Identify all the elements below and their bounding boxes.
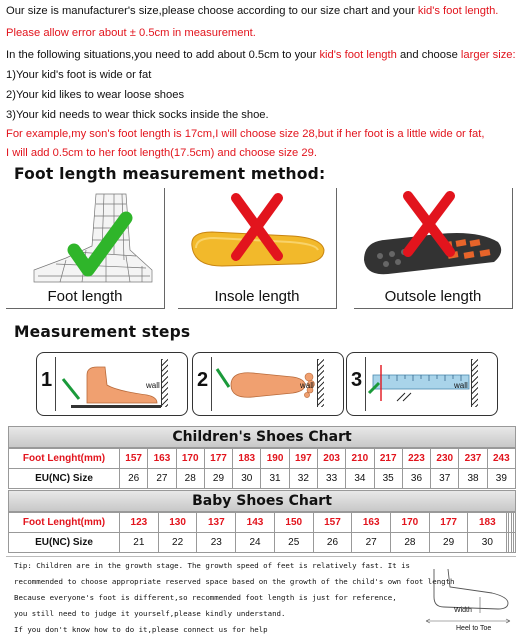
intro-highlight: kid's foot length — [319, 49, 397, 61]
foot-length-header: Foot Lenght(mm) — [9, 449, 120, 469]
size-cell: 35 — [374, 469, 402, 489]
size-cell: 30 — [233, 469, 261, 489]
size-cell: 183 — [233, 449, 261, 469]
insole-length-label: Insole length — [214, 288, 300, 305]
tip-line-3: Because everyone's foot is different,so recommended foot length is just for reference, — [14, 593, 397, 602]
size-cell: 37 — [431, 469, 459, 489]
tips-section — [6, 556, 516, 637]
wall-hatch — [317, 359, 324, 407]
size-cell: 150 — [274, 513, 313, 533]
size-cell: 183 — [468, 513, 507, 533]
size-cell: 163 — [148, 449, 176, 469]
size-cell: 157 — [313, 513, 352, 533]
size-cell: 28 — [391, 533, 430, 553]
measurement-step-1 — [36, 352, 188, 416]
size-cell: 26 — [120, 469, 148, 489]
size-cell: 223 — [402, 449, 430, 469]
size-cell: 27 — [352, 533, 391, 553]
size-cell: 22 — [158, 533, 197, 553]
foot-wireframe-icon — [26, 190, 156, 286]
size-cell: 30 — [468, 533, 507, 553]
size-cell: 25 — [274, 533, 313, 553]
size-cell: 26 — [313, 533, 352, 553]
size-cell: 23 — [197, 533, 236, 553]
example-line-2: I will add 0.5cm to her foot length(17.5cm) and choose size 29. — [6, 147, 317, 159]
children-size-table — [8, 448, 516, 489]
tip-line-2: recommended to choose appropriate reserved space based on the growth of the child's own foot length — [14, 577, 455, 586]
intro-line-2: Please allow error about ± 0.5cm in measurement. — [6, 27, 256, 39]
wall-label: wall — [454, 381, 468, 390]
step-number: 1 — [41, 369, 53, 391]
size-cell: 177 — [429, 513, 468, 533]
size-cell: 36 — [402, 469, 430, 489]
size-cell: 170 — [176, 449, 204, 469]
size-cell: 27 — [148, 469, 176, 489]
size-cell: 33 — [317, 469, 345, 489]
size-cell: 243 — [487, 449, 515, 469]
size-cell: 237 — [459, 449, 487, 469]
foot-outline-icon — [420, 563, 514, 629]
wall-hatch — [471, 359, 478, 407]
children-size-chart — [8, 426, 516, 489]
size-cell: 137 — [197, 513, 236, 533]
heel-to-toe-label: Heel to Toe — [456, 625, 492, 632]
situation-item-2: 2)Your kid likes to wear loose shoes — [6, 89, 185, 101]
size-cell: 34 — [346, 469, 374, 489]
tip-line-1: Tip: Children are in the growth stage. The growth speed of feet is relatively fast. It is — [14, 561, 411, 570]
measurement-step-3 — [346, 352, 498, 416]
measurement-step-2 — [192, 352, 344, 416]
eu-size-header: EU(NC) Size — [9, 469, 120, 489]
outsole-length-panel — [354, 188, 514, 316]
wall-hatch — [161, 359, 168, 407]
table-row — [9, 513, 516, 533]
size-cell: 28 — [176, 469, 204, 489]
table-row — [9, 533, 516, 553]
size-cell: 197 — [289, 449, 317, 469]
outsole-length-label: Outsole length — [384, 288, 482, 305]
width-label: Width — [454, 607, 472, 614]
eu-size-header: EU(NC) Size — [9, 533, 120, 553]
wall-label: wall — [300, 381, 314, 390]
intro-highlight: larger size: — [460, 49, 516, 61]
size-cell: 217 — [374, 449, 402, 469]
size-cell: 29 — [204, 469, 232, 489]
step-number: 2 — [197, 369, 209, 391]
baby-chart-title: Baby Shoes Chart — [8, 490, 516, 512]
tip-line-4: you still need to judge it yourself,please kindly understand. — [14, 609, 286, 618]
situation-item-3: 3)Your kid needs to wear thick socks inside the shoe. — [6, 109, 269, 121]
size-cell: 190 — [261, 449, 289, 469]
step-number: 3 — [351, 369, 363, 391]
table-row — [9, 469, 516, 489]
size-cell: 163 — [352, 513, 391, 533]
empty-cell — [513, 513, 515, 533]
method-heading: Foot length measurement method: — [14, 164, 326, 183]
intro-text: and choose — [396, 49, 461, 61]
example-line-1: For example,my son's foot length is 17cm,I will choose size 28,but if her foot is a little wide or fat, — [6, 128, 485, 140]
foot-length-header: Foot Lenght(mm) — [9, 513, 120, 533]
intro-highlight: kid's foot length. — [417, 5, 499, 17]
insole-length-panel — [178, 188, 338, 316]
insole-icon — [182, 190, 332, 286]
size-cell: 31 — [261, 469, 289, 489]
table-row — [9, 449, 516, 469]
size-cell: 210 — [346, 449, 374, 469]
size-cell: 203 — [317, 449, 345, 469]
size-cell: 143 — [236, 513, 275, 533]
size-cell: 157 — [120, 449, 148, 469]
empty-cell — [513, 533, 515, 553]
size-cell: 177 — [204, 449, 232, 469]
intro-line-3 — [6, 48, 516, 62]
wall-label: wall — [146, 381, 160, 390]
size-cell: 230 — [431, 449, 459, 469]
size-cell: 29 — [429, 533, 468, 553]
baby-size-chart — [8, 490, 516, 553]
outsole-icon — [358, 190, 508, 286]
situation-item-1: 1)Your kid's foot is wide or fat — [6, 69, 152, 81]
size-cell: 32 — [289, 469, 317, 489]
size-cell: 21 — [120, 533, 159, 553]
intro-text: Our size is manufacturer's size,please choose according to our size chart and your — [6, 5, 418, 17]
intro-text: In the following situations,you need to add about 0.5cm to your — [6, 49, 320, 61]
size-cell: 38 — [459, 469, 487, 489]
baby-size-table — [8, 512, 516, 553]
foot-length-label: Foot length — [47, 288, 123, 305]
steps-heading: Measurement steps — [14, 322, 191, 341]
size-cell: 130 — [158, 513, 197, 533]
size-cell: 24 — [236, 533, 275, 553]
children-chart-title: Children's Shoes Chart — [8, 426, 516, 448]
tip-line-5: If you don't know how to do it,please connect us for help — [14, 625, 268, 634]
size-cell: 170 — [391, 513, 430, 533]
foot-length-panel — [6, 188, 166, 316]
size-cell: 123 — [120, 513, 159, 533]
size-cell: 39 — [487, 469, 515, 489]
intro-line-1 — [6, 4, 498, 18]
